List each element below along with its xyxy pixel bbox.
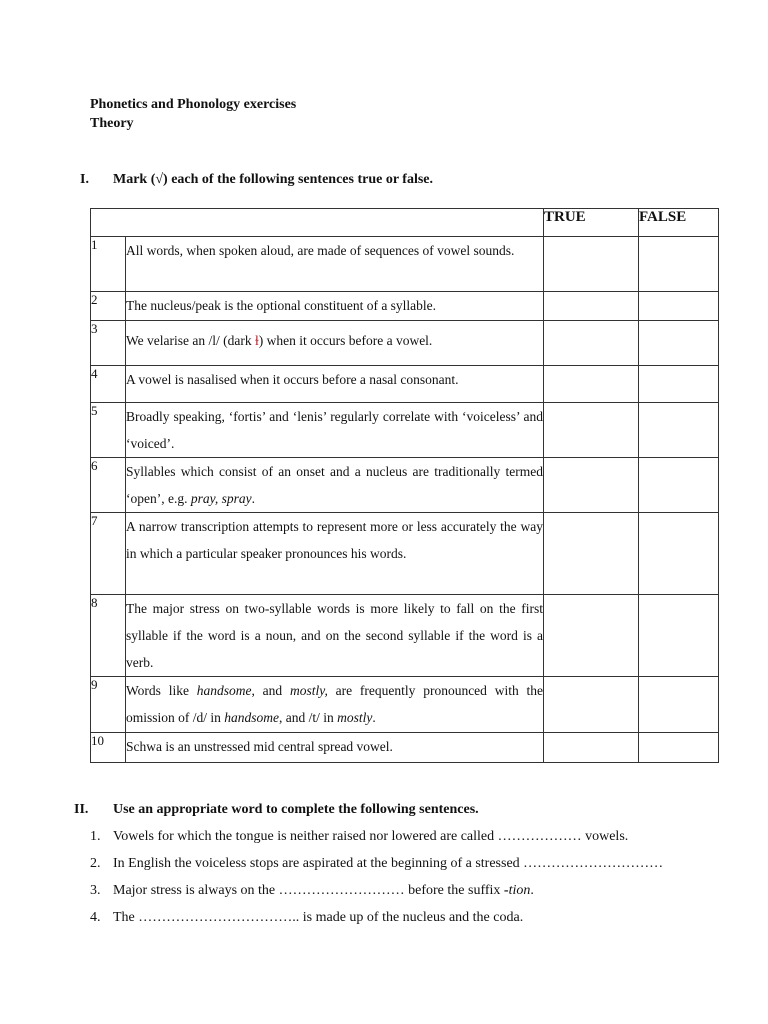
row-statement: A vowel is nasalised when it occurs before a nasal consonant. — [126, 366, 544, 403]
dark-l-symbol: ɫ — [254, 333, 259, 348]
row-number: 4 — [91, 366, 126, 403]
row-statement: All words, when spoken aloud, are made of sequences of vowel sounds. — [126, 237, 544, 292]
false-answer-cell[interactable] — [639, 403, 719, 458]
true-answer-cell[interactable] — [544, 513, 639, 595]
row-statement: The major stress on two-syllable words is more likely to fall on the first syllable if the word is a noun, and on the second syllable if the word is a verb. — [126, 595, 544, 677]
false-column-header: FALSE — [639, 209, 719, 237]
item-text: Major stress is always on the ……………………… before the suffix -tion. — [113, 883, 534, 898]
section-1-number: I. — [80, 172, 89, 187]
section-2-number: II. — [74, 802, 89, 817]
table-row — [91, 513, 719, 595]
item-number: 2. — [90, 856, 101, 871]
row-number: 5 — [91, 403, 126, 458]
fill-in-item — [90, 829, 628, 845]
item-text: Vowels for which the tongue is neither raised nor lowered are called ……………… vowels. — [113, 829, 629, 844]
row-statement: A narrow transcription attempts to represent more or less accurately the way in which a particular speaker pronounces his words. — [126, 513, 544, 595]
row-number: 9 — [91, 677, 126, 733]
true-answer-cell[interactable] — [544, 292, 639, 321]
true-answer-cell[interactable] — [544, 677, 639, 733]
table-row — [91, 595, 719, 677]
row-number: 1 — [91, 237, 126, 292]
false-answer-cell[interactable] — [639, 292, 719, 321]
row-number: 7 — [91, 513, 126, 595]
document-subtitle: Theory — [90, 116, 134, 131]
row-statement: Broadly speaking, ‘fortis’ and ‘lenis’ regularly correlate with ‘voiceless’ and ‘voiced’. — [126, 403, 544, 458]
true-answer-cell[interactable] — [544, 595, 639, 677]
false-answer-cell[interactable] — [639, 458, 719, 513]
table-row — [91, 237, 719, 292]
item-number: 3. — [90, 883, 101, 898]
row-statement: Schwa is an unstressed mid central spread vowel. — [126, 733, 544, 763]
item-text: The …………………………….. is made up of the nucleus and the coda. — [113, 910, 524, 925]
table-row — [91, 292, 719, 321]
table-row — [91, 458, 719, 513]
table-row — [91, 366, 719, 403]
false-answer-cell[interactable] — [639, 733, 719, 763]
false-answer-cell[interactable] — [639, 595, 719, 677]
fill-in-item — [90, 856, 663, 872]
item-text: In English the voiceless stops are aspirated at the beginning of a stressed ………………………… — [113, 856, 664, 871]
false-answer-cell[interactable] — [639, 513, 719, 595]
item-number: 4. — [90, 910, 101, 925]
section-2-instruction: Use an appropriate word to complete the following sentences. — [113, 802, 479, 817]
true-column-header: TRUE — [544, 209, 639, 237]
true-answer-cell[interactable] — [544, 321, 639, 366]
row-number: 10 — [91, 733, 126, 763]
table-row — [91, 321, 719, 366]
false-answer-cell[interactable] — [639, 237, 719, 292]
fill-in-item — [90, 883, 534, 899]
false-answer-cell[interactable] — [639, 366, 719, 403]
table-row — [91, 403, 719, 458]
row-number: 2 — [91, 292, 126, 321]
table-row — [91, 677, 719, 733]
true-answer-cell[interactable] — [544, 458, 639, 513]
true-false-table — [90, 208, 719, 763]
row-number: 8 — [91, 595, 126, 677]
false-answer-cell[interactable] — [639, 321, 719, 366]
item-number: 1. — [90, 829, 101, 844]
false-answer-cell[interactable] — [639, 677, 719, 733]
section-1-instruction: Mark (√) each of the following sentences true or false. — [113, 172, 434, 187]
header-blank-cell — [91, 209, 544, 237]
true-answer-cell[interactable] — [544, 366, 639, 403]
row-number: 3 — [91, 321, 126, 366]
true-answer-cell[interactable] — [544, 237, 639, 292]
row-statement: The nucleus/peak is the optional constituent of a syllable. — [126, 292, 544, 321]
row-statement: Syllables which consist of an onset and a nucleus are traditionally termed ‘open’, e.g. pray, spray. — [126, 458, 544, 513]
document-title: Phonetics and Phonology exercises — [90, 97, 297, 112]
true-answer-cell[interactable] — [544, 403, 639, 458]
fill-in-item — [90, 910, 523, 926]
table-header-row — [91, 209, 719, 237]
row-number: 6 — [91, 458, 126, 513]
true-answer-cell[interactable] — [544, 733, 639, 763]
table-row — [91, 733, 719, 763]
row-statement: Words like handsome, and mostly, are frequently pronounced with the omission of /d/ in handsome, and /t/ in mostly. — [126, 677, 544, 733]
row-statement: We velarise an /l/ (dark ɫ) when it occurs before a vowel. — [126, 321, 544, 366]
